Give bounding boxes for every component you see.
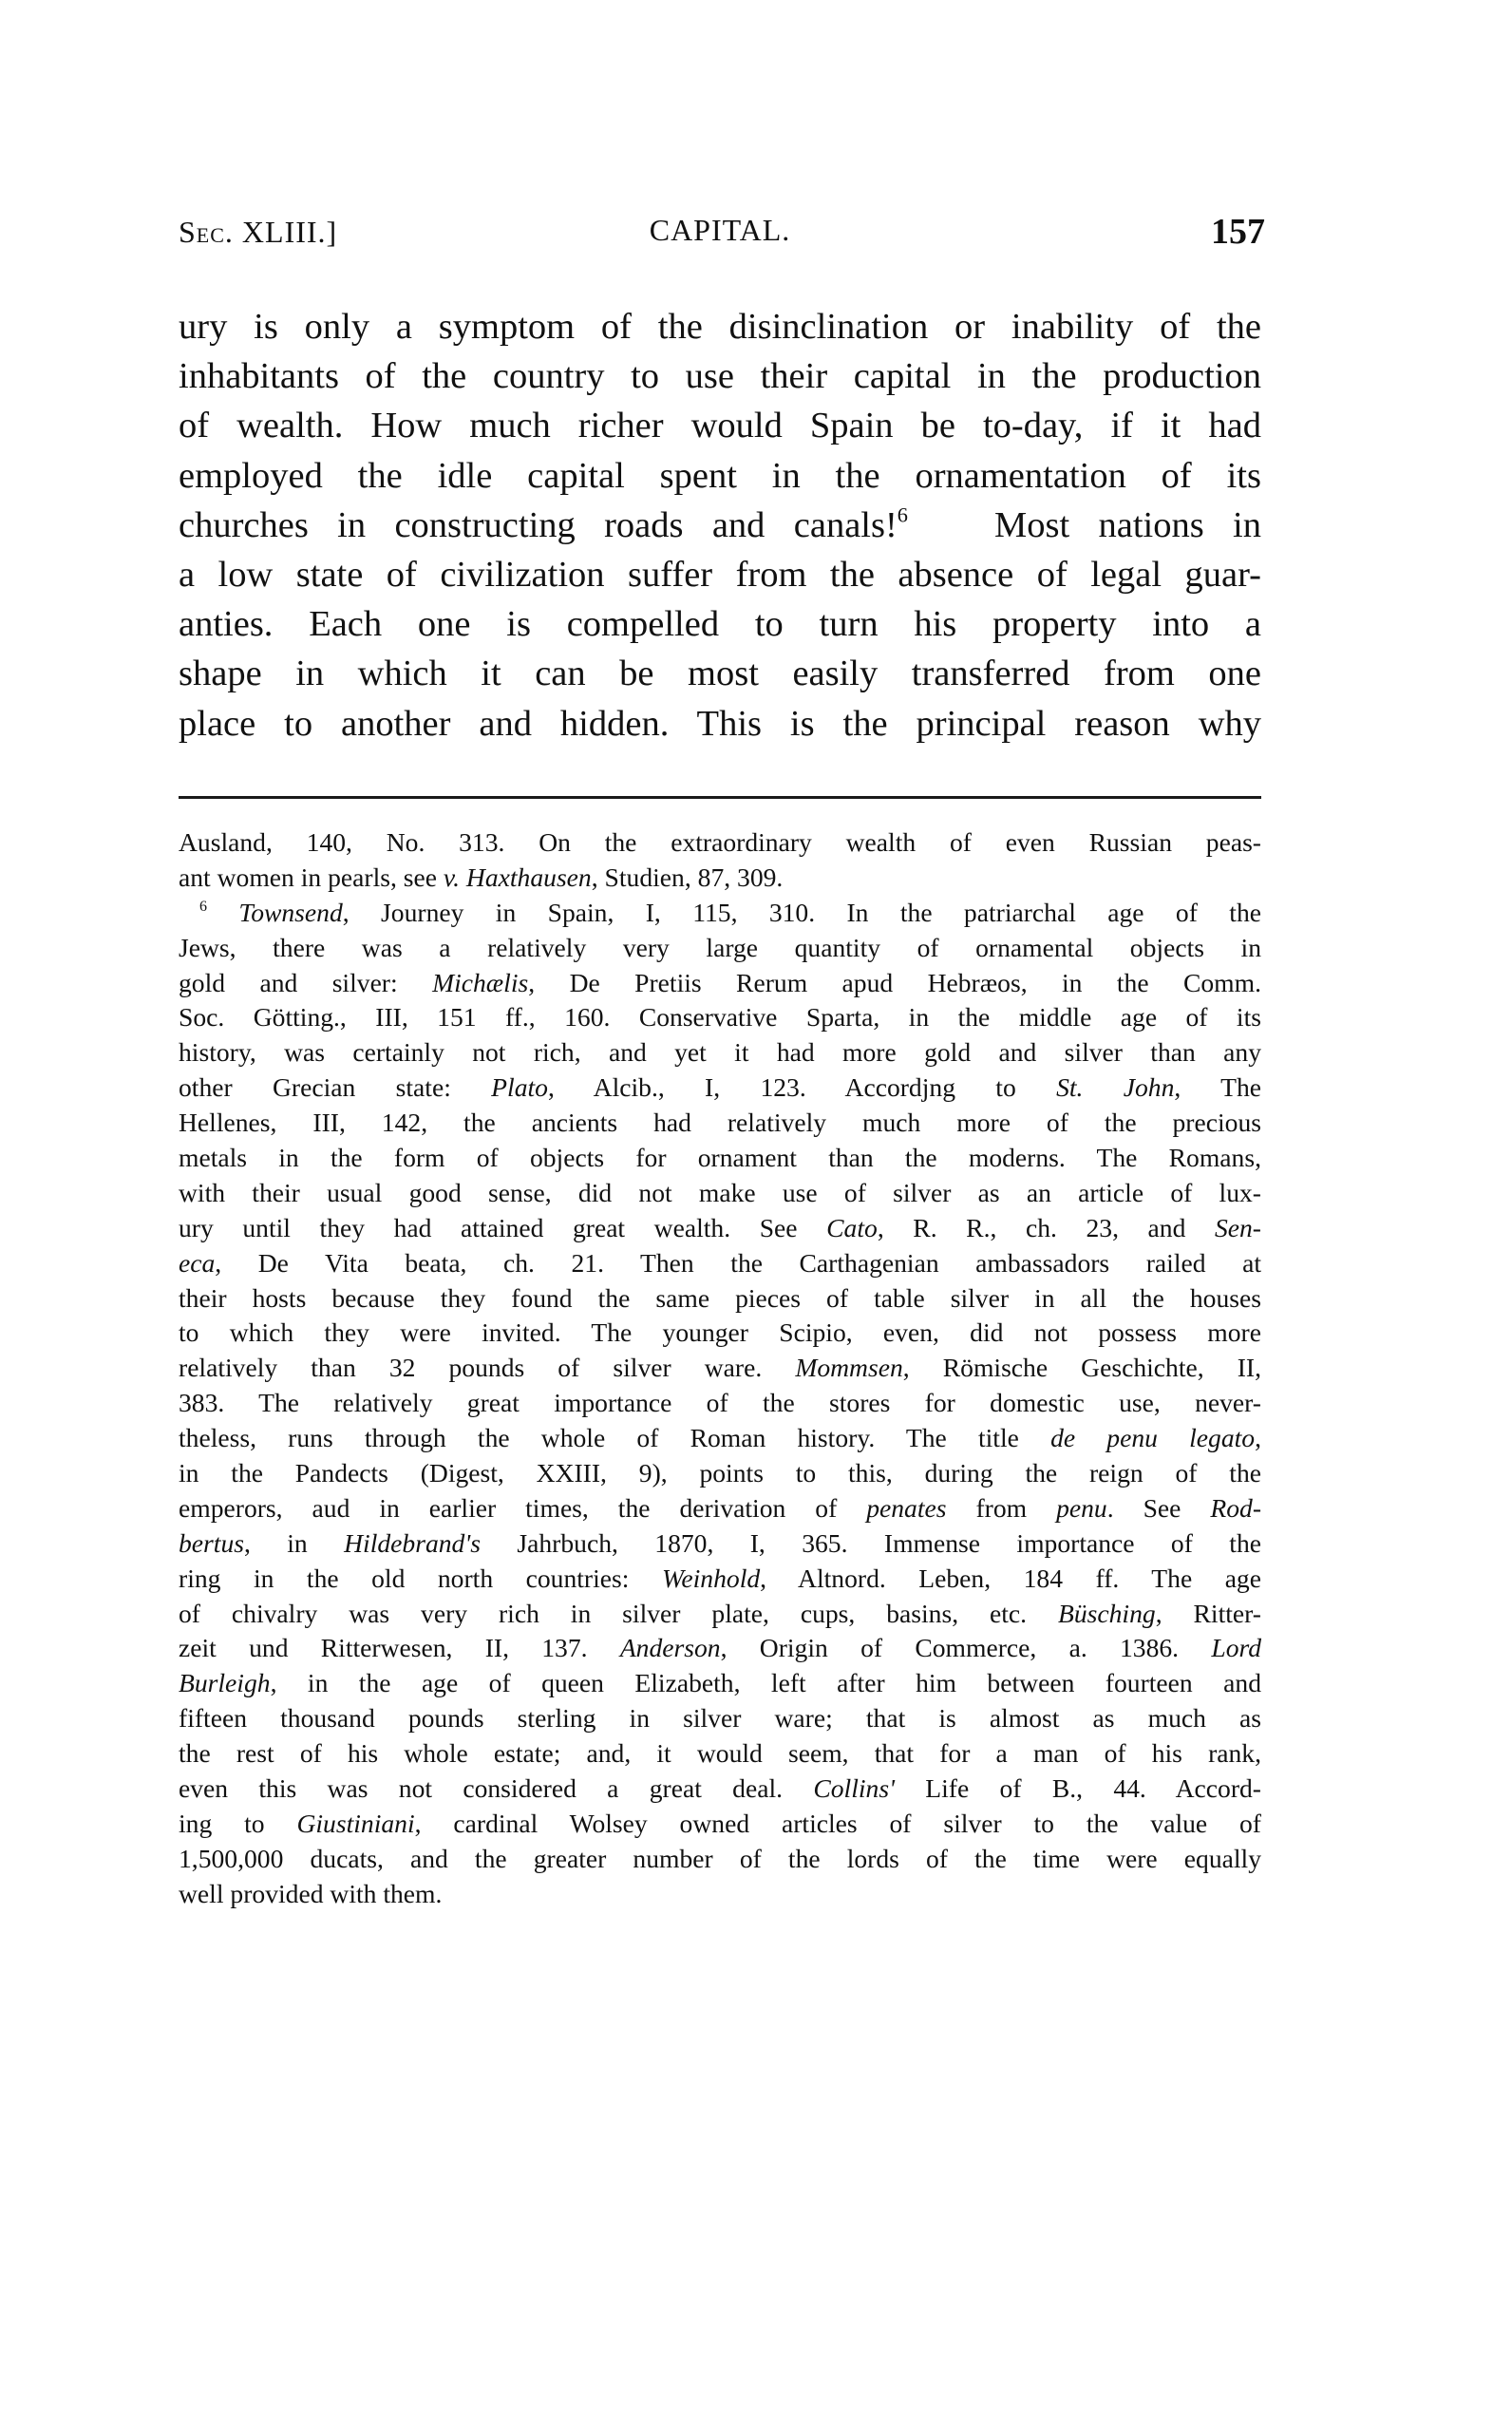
footnote-line: Burleigh, in the age of queen Elizabeth, left after him between fourteen and [179, 1668, 1261, 1698]
text-line: ury is only a symptom of the disinclination or inability of the [179, 307, 1261, 347]
footnote-line: ant women in pearls, see v. Haxthausen, Studien, 87, 309. [179, 862, 784, 892]
text-line: place to another and hidden. This is the principal reason why [179, 703, 1261, 744]
page-number: 157 [1211, 212, 1265, 252]
footnote-line: Soc. Götting., III, 151 ff., 160. Conservative Sparta, in the middle age of its [179, 1002, 1261, 1033]
footnote-line: other Grecian state: Plato, Alcib., I, 123. Accordjng to St. John, The [179, 1072, 1261, 1103]
footnote-marker: 6 [199, 898, 207, 915]
footnote-6-start: $^6$ Townsend, Journey in Spain, I, 115, 310. In the patriarchal age of the [199, 897, 1261, 927]
text-line: churches in constructing roads and canals!$^6$ Most nations in [179, 502, 1262, 545]
footnote-line: ing to Giustiniani, cardinal Wolsey owned articles of silver to the value of [179, 1808, 1261, 1838]
footnote-line: their hosts because they found the same pieces of table silver in all the houses [179, 1282, 1261, 1313]
footnote-line: ring in the old north countries: Weinhold, Altnord. Leben, 184 ff. The age [179, 1563, 1261, 1593]
footnote-line: of chivalry was very rich in silver plate, cups, basins, etc. Büsching, Ritter- [179, 1598, 1261, 1628]
footnote-line: theless, runs through the whole of Roman history. The title de penu legato, [179, 1423, 1261, 1453]
footnote-line: 1,500,000 ducats, and the greater number of the lords of the time were equally [179, 1843, 1261, 1873]
footnote-line: fifteen thousand pounds sterling in silver ware; that is almost as much as [179, 1703, 1261, 1734]
footnote-line: zeit und Ritterwesen, II, 137. Anderson, Origin of Commerce, a. 1386. Lord [179, 1633, 1261, 1663]
running-head [179, 212, 1265, 256]
footnotes [179, 825, 1261, 1912]
text-line: inhabitants of the country to use their capital in the production [179, 356, 1261, 397]
footnote-line: ury until they had attained great wealth. See Cato, R. R., ch. 23, and Sen- [179, 1212, 1261, 1242]
footnote-line: the rest of his whole estate; and, it would seem, that for a man of his rank, [179, 1738, 1261, 1769]
footnote-line: Ausland, 140, No. 313. On the extraordinary wealth of even Russian peas- [179, 827, 1261, 857]
footnote-line: in the Pandects (Digest, XXIII, 9), points to this, during the reign of the [179, 1458, 1261, 1488]
footnote-line: bertus, in Hildebrand's Jahrbuch, 1870, I, 365. Immense importance of the [179, 1527, 1261, 1558]
footnote-line: 383. The relatively great importance of the stores for domestic use, never- [179, 1388, 1261, 1418]
footnote-line: to which they were invited. The younger Scipio, even, did not possess more [179, 1317, 1261, 1348]
text-line: employed the idle capital spent in the ornamentation of its [179, 455, 1261, 496]
footnote-line: history, was certainly not rich, and yet it had more gold and silver than any [179, 1037, 1261, 1068]
text-line: a low state of civilization suffer from the absence of legal guar- [179, 554, 1261, 595]
footnote-line: metals in the form of objects for ornament than the moderns. The Romans, [179, 1143, 1261, 1173]
footnote-line: emperors, aud in earlier times, the derivation of penates from penu. See Rod- [179, 1492, 1262, 1523]
chapter-title: CAPITAL. [649, 213, 791, 247]
main-text [179, 302, 1261, 749]
section-label: Sec. XLIII.] [179, 215, 338, 249]
text-line: of wealth. How much richer would Spain be to-day, if it had [179, 406, 1261, 446]
footnote-line: even this was not considered a great deal. Collins' Life of B., 44. Accord- [179, 1773, 1261, 1804]
footnote-line: well provided with them. [179, 1878, 443, 1908]
footnote-line: eca, De Vita beata, ch. 21. Then the Carthagenian ambassadors railed at [179, 1247, 1261, 1278]
text-line: shape in which it can be most easily transferred from one [179, 654, 1261, 694]
footnote-line: with their usual good sense, did not make use of silver as an article of lux- [179, 1177, 1261, 1207]
footnote-rule [179, 796, 1261, 799]
footnote-ref[interactable]: 6 [897, 502, 908, 527]
footnote-line: Jews, there was a relatively very large quantity of ornamental objects in [179, 932, 1261, 962]
text-line: anties. Each one is compelled to turn his property into a [179, 604, 1261, 645]
footnote-line: Hellenes, III, 142, the ancients had relatively much more of the precious [179, 1108, 1261, 1138]
footnote-line: relatively than 32 pounds of silver ware. Mommsen, Römische Geschichte, II, [179, 1353, 1262, 1383]
footnote-line: gold and silver: Michælis, De Pretiis Rerum apud Hebræos, in the Comm. [179, 967, 1261, 997]
